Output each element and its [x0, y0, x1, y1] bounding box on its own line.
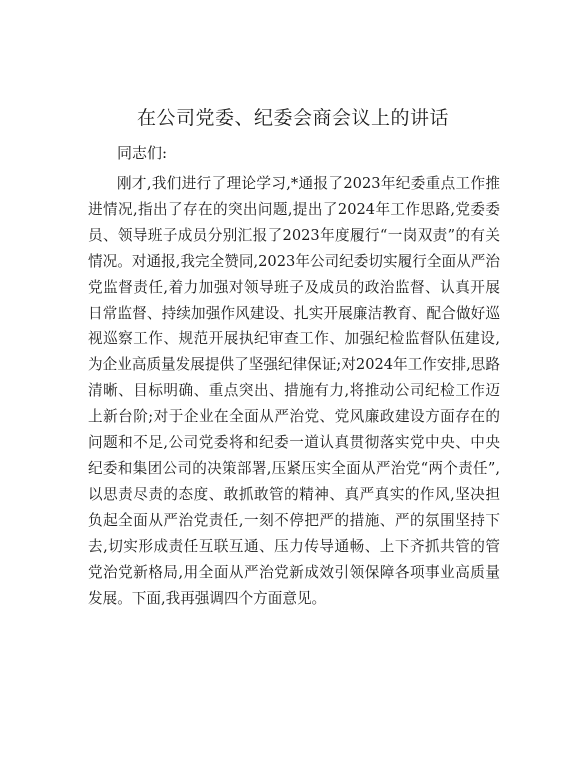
speech-title: 在公司党委、纪委会商会议上的讲话: [136, 107, 449, 129]
body-paragraph: 刚才,我们进行了理论学习,*通报了2023年纪委重点工作推进情况,指出了存在的突出问题,提出了2024年工作思路,党委委员、领导班子成员分别汇报了2023年度履行“一岗双责”的有关情况。对通报,我完全赞同,2023年公司纪委切实履行全面从严治党监督责任,着力加强对领导班子及成员的政治监督、认真开展日常监督、持续加强作风建设、扎实开展廉洁教育、配合做好巡视巡察工作、规范开展执纪审查工作、加强纪检监督队伍建设,为企业高质量发展提供了坚强纪律保证;对2024年工作安排,思路清晰、目标明确、重点突出、措施有力,将推动公司纪检工作迈上新台阶;对于企业在全面从严治党、党风廉政建设方面存在的问题和不足,公司党委将和纪委一道认真贯彻落实党中央、中央纪委和集团公司的决策部署,压紧压实全面从严治党“两个责任”,以思责尽责的态度、敢抓敢管的精神、真严真实的作风,坚决担负起全面从严治党责任,一刻不停把严的措施、严的氛围坚持下去,切实形成责任互联互通、压力传导通畅、上下齐抓共管的管党治党新格局,用全面从严治党新成效引领保障各项事业高质量发展。下面,我再强调四个方面意见。: [88, 175, 500, 607]
salutation: 同志们:: [117, 144, 168, 162]
